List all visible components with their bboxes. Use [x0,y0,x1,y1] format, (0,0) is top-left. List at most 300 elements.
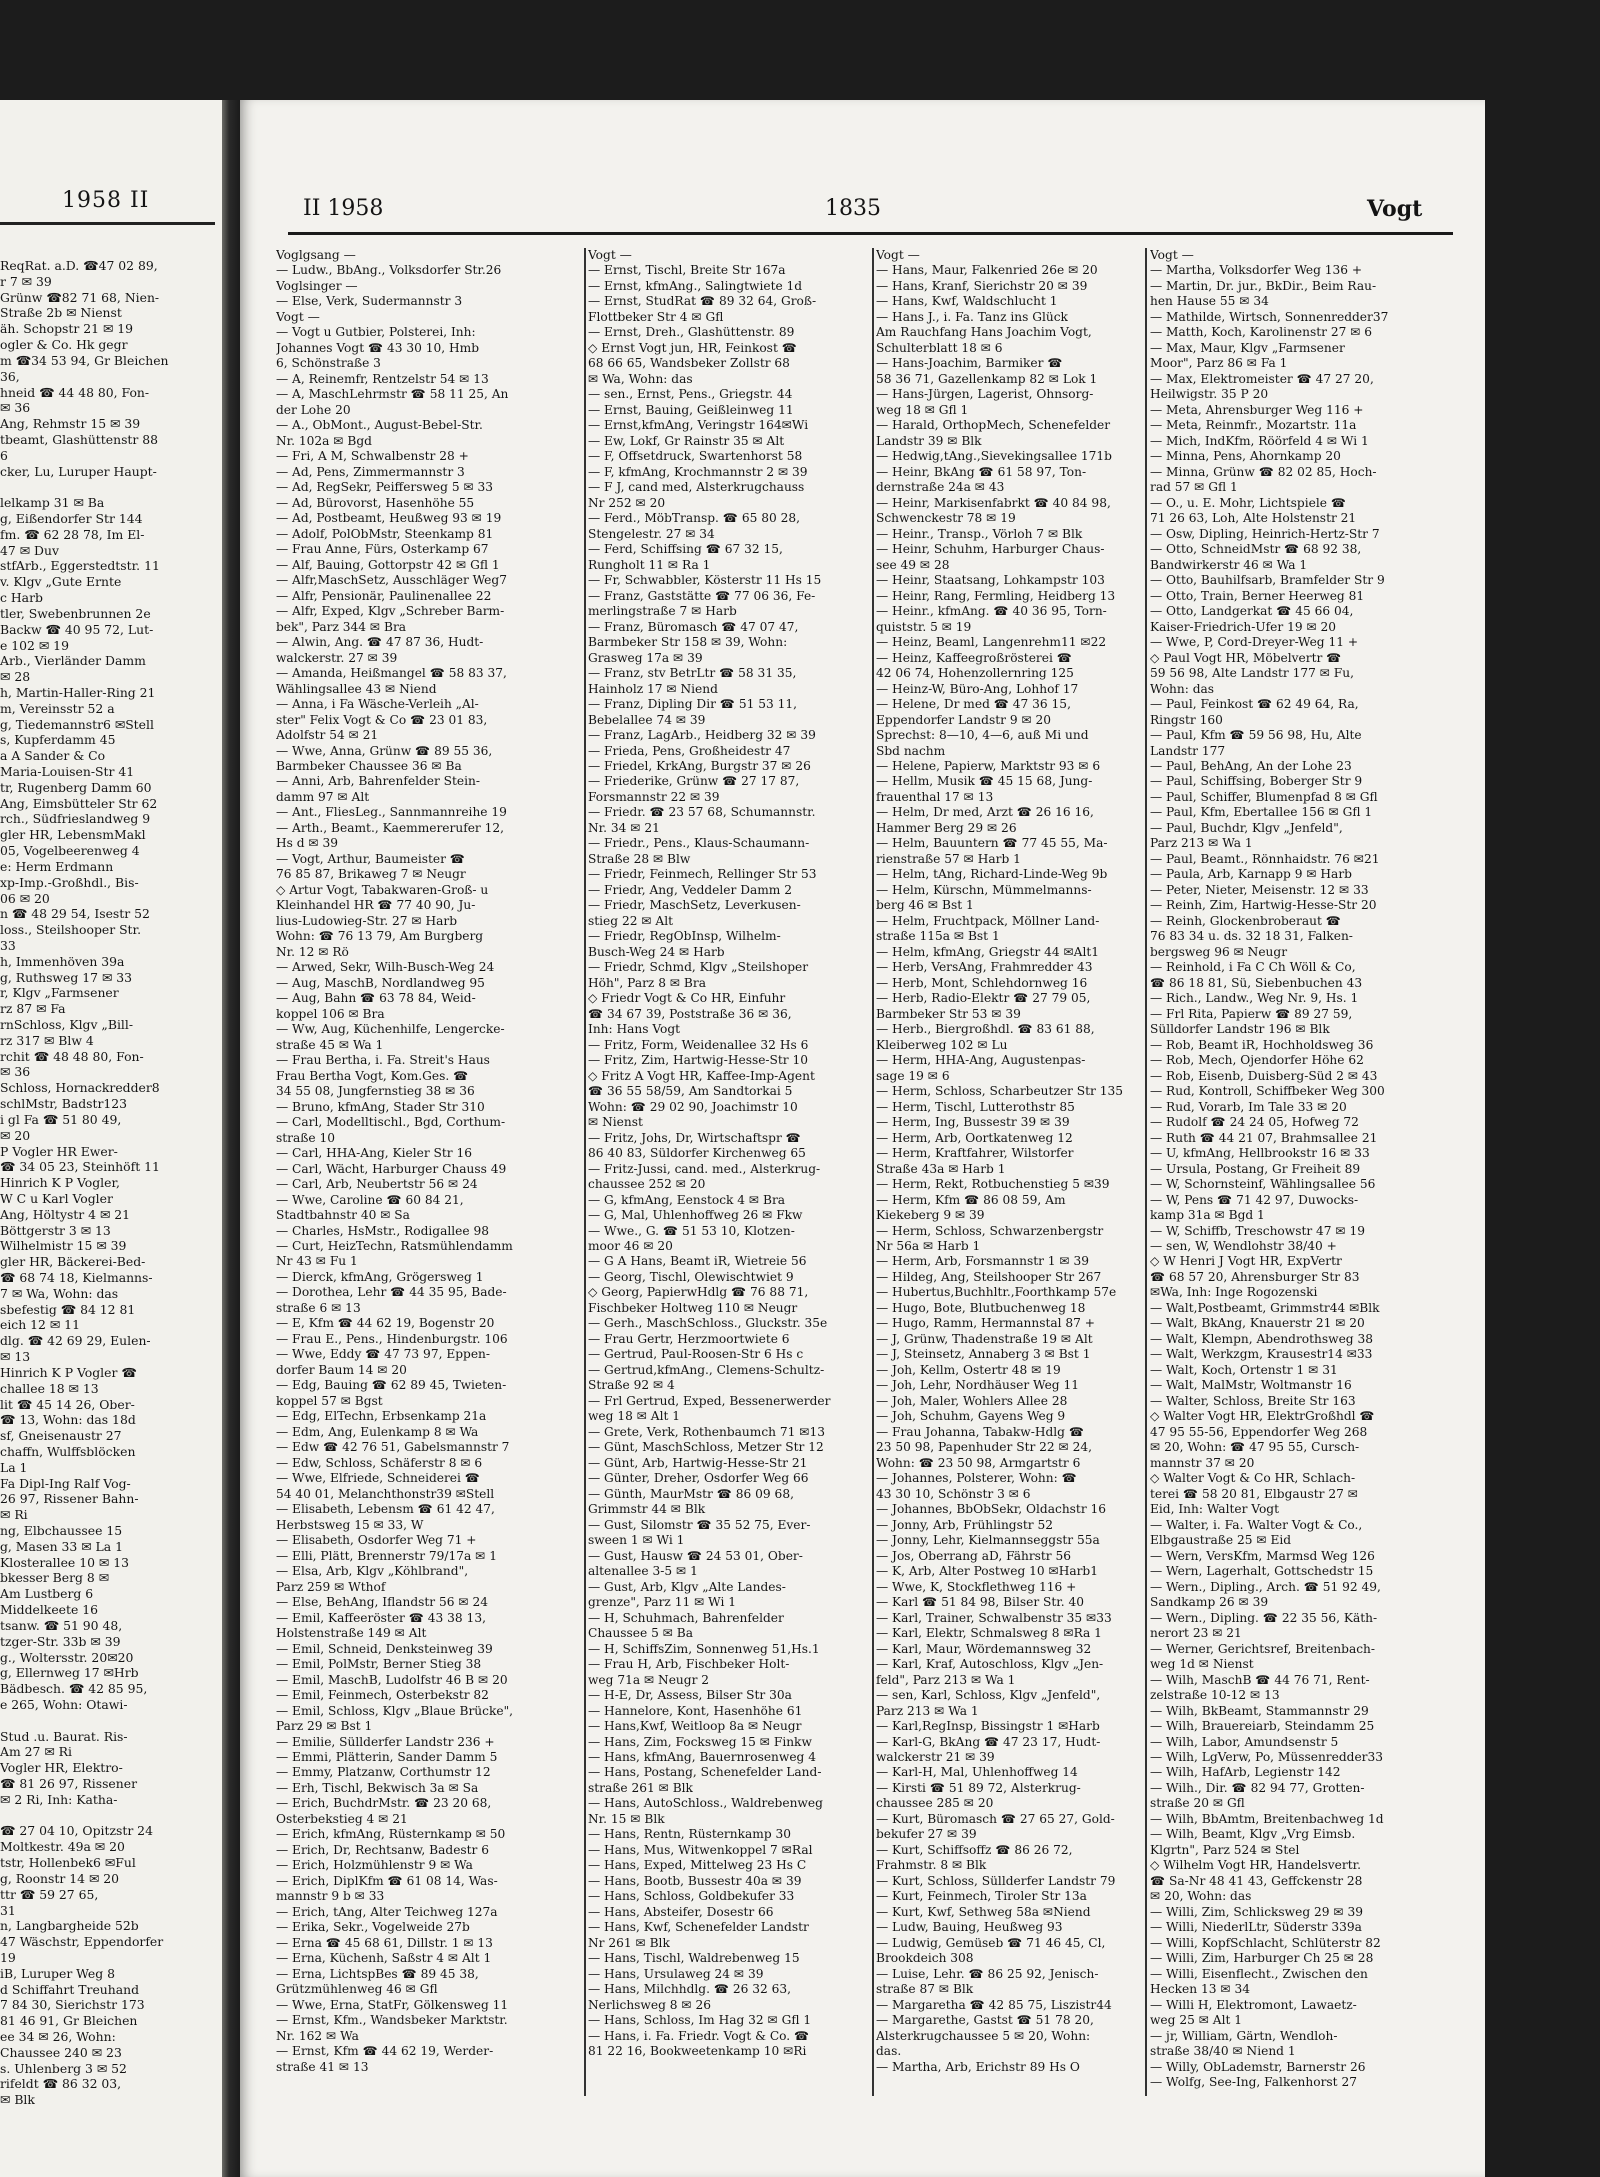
directory-entry-line: koppel 106 ✉ Bra [276,1006,385,1021]
directory-entry-line: mannstr 9 b ✉ 33 [276,1889,385,1904]
directory-entry-line: Grimmstr 44 ✉ Blk [588,1502,706,1517]
directory-entry-line: Straße 43a ✉ Harb 1 [876,1161,1006,1176]
left-page-line: r, Klgv „Farmsener [0,985,119,1001]
directory-entry-line: — Erich, BuchdrMstr. ☎ 23 20 68, [276,1796,492,1811]
directory-entry-line: — Wwe, Elfriede, Schneiderei ☎ [276,1471,480,1486]
directory-entry-line: — Franz, stv BetrLtr ☎ 58 31 35, [588,666,797,681]
directory-entry-line: — Rud, Vorarb, Im Tale 33 ✉ 20 [1150,1099,1347,1114]
left-page-line: Klosterallee 10 ✉ 13 [0,1554,129,1570]
left-page-line: tler, Swebenbrunnen 2e [0,605,151,621]
left-page-line: e: Herm Erdmann [0,858,114,874]
directory-entry-line: Sbd nachm [876,743,946,758]
directory-entry-line: 59 56 98, Alte Landstr 177 ✉ Fu, [1150,666,1354,681]
directory-entry-line: — Ant., FliesLeg., Sannmannreihe 19 [276,805,507,820]
directory-entry-line: — Hans, Maur, Falkenried 26e ✉ 20 [876,263,1098,278]
directory-entry-line: — Franz, Büromasch ☎ 47 07 47, [588,619,799,634]
directory-entry-line: straße 261 ✉ Blk [588,1780,693,1795]
directory-entry-line: 42 06 74, Hohenzollernring 125 [876,666,1074,681]
directory-entry-line: ✉ Wa, Wohn: das [588,371,693,386]
directory-entry-line: — Arth., Beamt., Kaemmererufer 12, [276,820,504,835]
directory-entry-line: Moor", Parz 86 ✉ Fa 1 [1150,356,1288,371]
directory-entry-line: — Erich, Dr, Rechtsanw, Badestr 6 [276,1842,490,1857]
directory-entry-line: Parz 213 ✉ Wa 1 [876,1703,979,1718]
left-page-line: e 265, Wohn: Otawi- [0,1696,128,1712]
left-page-line: W C u Karl Vogler [0,1190,113,1206]
left-page-line: dlg. ☎ 42 69 29, Eulen- [0,1333,151,1349]
directory-entry-line: — Helene, Papierw, Marktstr 93 ✉ 6 [876,758,1101,773]
left-page-line: Wilhelmistr 15 ✉ 39 [0,1238,127,1254]
directory-entry-line: Vogt — [276,309,320,324]
directory-entry-line: chaussee 285 ✉ 20 [876,1796,994,1811]
directory-entry-line: — J, Steinsetz, Annaberg 3 ✉ Bst 1 [876,1347,1091,1362]
directory-entry-line: Hs d ✉ 39 [276,836,339,851]
directory-entry-line: Kleinhandel HR ☎ 77 40 90, Ju- [276,898,476,913]
directory-entry-line: — Erna, LichtspBes ☎ 89 45 38, [276,1966,479,1981]
left-page-line: Ang, Höltystr 4 ✉ 21 [0,1206,131,1222]
directory-entry-line: — O., u. E. Mohr, Lichtspiele ☎ [1150,495,1346,510]
directory-entry-line: — Hans, Rentn, Rüsternkamp 30 [588,1827,791,1842]
left-page-line: gler HR, LebensmMakl [0,827,146,843]
left-page-line: 19 [0,1949,16,1965]
left-page-line: schlMstr, Badstr123 [0,1096,128,1112]
directory-entry-line: — Walter, i. Fa. Walter Vogt & Co., [1150,1517,1363,1532]
directory-entry-line: — Friedr, Schmd, Klgv „Steilshoper [588,960,809,975]
directory-entry-line: — Karl, Elektr, Schmalsweg 8 ✉Ra 1 [876,1626,1102,1641]
left-page-line: c Harb [0,590,43,606]
directory-entry-line: — Herb, Mont, Schlehdornweg 16 [876,975,1088,990]
directory-entry-line: — Günt, MaschSchloss, Metzer Str 12 [588,1440,824,1455]
directory-entry-line: — Herm, HHA-Ang, Augustenpas- [876,1053,1086,1068]
directory-entry-line: — Hannelore, Kont, Hasenhöhe 61 [588,1703,803,1718]
left-page-line: g, Ruthsweg 17 ✉ 33 [0,969,133,985]
directory-entry-line: — Frau E., Pens., Hindenburgstr. 106 [276,1331,508,1346]
column-divider [1145,248,1147,2096]
directory-entry-line: ◇ Paul Vogt HR, Möbelvertr ☎ [1150,650,1342,665]
directory-entry-line: Elbgaustraße 25 ✉ Eid [1150,1533,1292,1548]
directory-entry-line: Hainholz 17 ✉ Niend [588,681,718,696]
directory-entry-line: — Edg, Bauing ☎ 62 89 45, Twieten- [276,1378,507,1393]
left-page-line: Hinrich K P Vogler, [0,1175,120,1191]
directory-entry-line: — Carl, Arb, Neubertstr 56 ✉ 24 [276,1177,478,1192]
directory-entry-line: Barmbeker Str 53 ✉ 39 [876,1006,1021,1021]
directory-entry-line: — Karl-G, BkAng ☎ 47 23 17, Hudt- [876,1734,1101,1749]
directory-entry-line: — Aug, MaschB, Nordlandweg 95 [276,975,485,990]
directory-entry-line: — Friedr. ☎ 23 57 68, Schumannstr. [588,805,816,820]
left-page-line: lit ☎ 45 14 26, Ober- [0,1396,135,1412]
directory-entry-line: straße 6 ✉ 13 [276,1300,361,1315]
directory-entry-line: — Hans, Mus, Witwenkoppel 7 ✉Ral [588,1842,813,1857]
directory-entry-line: — Helm, tAng, Richard-Linde-Weg 9b [876,867,1108,882]
directory-entry-line: terei ☎ 58 20 81, Elbgaustr 27 ✉ [1150,1486,1358,1501]
directory-entry-line: grenze", Parz 11 ✉ Wi 1 [588,1595,737,1610]
left-page-line: 7 ✉ Wa, Wohn: das [0,1285,119,1301]
directory-entry-line: — Curt, HeizTechn, Ratsmühlendamm [276,1239,513,1253]
left-page-line: Bädbesch. ☎ 42 85 95, [0,1681,148,1697]
directory-entry-line: stieg 22 ✉ Alt [588,913,674,928]
directory-entry-line: — Elisabeth, Lebensm ☎ 61 42 47, [276,1502,495,1517]
left-page-line [0,479,215,495]
directory-entry-line: — Wilh, BkBeamt, Stammannstr 29 [1150,1703,1369,1718]
directory-entry-line: — A., ObMont., August-Bebel-Str. [276,418,483,433]
directory-entry-line: — Otto, Landgerkat ☎ 45 66 04, [1150,604,1354,619]
left-page-line: Ang, Rehmstr 15 ✉ 39 [0,416,141,432]
directory-entry-line: — Gerh., MaschSchloss., Gluckstr. 35e [588,1316,828,1331]
directory-entry-line: rienstraße 57 ✉ Harb 1 [876,851,1021,866]
directory-entry-line: — Herm, Kfm ☎ 86 08 59, Am [876,1192,1066,1207]
directory-entry-line: — Reinhold, i Fa C Ch Wöll & Co, [1150,960,1356,975]
left-page-line: Schloss, Hornackredder8 [0,1080,160,1096]
directory-entry-line: Heilwigstr. 35 P 20 [1150,387,1269,402]
left-page-line: tstr, Hollenbek6 ✉Ful [0,1855,136,1871]
directory-entry-line: — Frl Gertrud, Exped, Bessenerwerder [588,1393,831,1408]
directory-entry-line: — Helm, Dr med, Arzt ☎ 26 16 16, [876,805,1094,820]
directory-entry-line: straße 45 ✉ Wa 1 [276,1037,384,1052]
directory-entry-line: — Rob, Beamt iR, Hochholdsweg 36 [1150,1037,1374,1052]
directory-entry-line: — Ferd., MöbTransp. ☎ 65 80 28, [588,511,801,526]
directory-entry-line: — Ernst, Dreh., Glashüttenstr. 89 [588,325,795,340]
directory-entry-line: — Frau H, Arb, Fischbeker Holt- [588,1657,790,1672]
directory-entry-line: — Günt, Arb, Hartwig-Hesse-Str 21 [588,1455,808,1470]
directory-entry-line: — Franz, Gaststätte ☎ 77 06 36, Fe- [588,588,816,603]
directory-entry-line: — Hans, Schloss, Goldbekufer 33 [588,1889,795,1904]
directory-entry-line: — Rich., Landw., Weg Nr. 9, Hs. 1 [1150,991,1359,1006]
directory-entry-line: Wohn: ☎ 29 02 90, Joachimstr 10 [588,1099,798,1114]
directory-entry-line: 76 83 34 u. ds. 32 18 31, Falken- [1150,929,1353,944]
left-page-line: 33 [0,937,16,953]
directory-entry-line: — Paula, Arb, Karnapp 9 ✉ Harb [1150,867,1352,882]
directory-entry-line: ◇ Artur Vogt, Tabakwaren-Groß- u [276,882,489,897]
left-page-line: 81 46 91, Gr Bleichen [0,2013,138,2029]
directory-entry-line: — sen, W, Wendlohstr 38/40 + [1150,1239,1337,1253]
directory-entry-line: — Heinz, Beaml, Langenrehm11 ✉22 [876,635,1107,650]
directory-entry-line: 47 95 55-56, Eppendorfer Weg 268 [1150,1424,1368,1439]
left-page-line: h, Martin-Haller-Ring 21 [0,684,156,700]
directory-entry-line: Fischbeker Holtweg 110 ✉ Neugr [588,1300,798,1315]
directory-entry-line: rad 57 ✉ Gfl 1 [1150,480,1238,495]
directory-entry-line: — Dierck, kfmAng, Grögersweg 1 [276,1269,484,1284]
directory-entry-line: — Max, Elektromeister ☎ 47 27 20, [1150,371,1374,386]
left-page-line: Moltkestr. 49a ✉ 20 [0,1839,125,1855]
directory-entry-line: — Herb, VersAng, Frahmredder 43 [876,960,1093,975]
directory-entry-line: — Walt, MalMstr, Woltmanstr 16 [1150,1378,1352,1393]
directory-entry-line: — Ew, Lokf, Gr Rainstr 35 ✉ Alt [588,433,785,448]
directory-entry-line: kamp 31a ✉ Bgd 1 [1150,1208,1265,1223]
directory-entry-line: — Emil, Kaffeeröster ☎ 43 38 13, [276,1610,486,1625]
directory-entry-line: moor 46 ✉ 20 [588,1239,673,1253]
directory-entry-line: — Rudolf ☎ 24 24 05, Hofweg 72 [1150,1115,1359,1130]
left-page-line: g, Roonstr 14 ✉ 20 [0,1870,120,1886]
directory-entry-line: — H, SchiffsZim, Sonnenweg 51,Hs.1 [588,1641,820,1656]
directory-entry-line: — Paul, Kfm, Ebertallee 156 ✉ Gfl 1 [1150,805,1373,820]
directory-entry-line: — Joh, Schuhm, Gayens Weg 9 [876,1409,1066,1424]
directory-entry-line: — Edw, Schloss, Schäferstr 8 ✉ 6 [276,1455,483,1470]
directory-entry-line: — W, Schornsteinf, Wählingsallee 56 [1150,1177,1376,1192]
directory-entry-line: Bebelallee 74 ✉ 39 [588,712,706,727]
directory-entry-line: — Friedr, MaschSetz, Leverkusen- [588,898,801,913]
directory-entry-line: — F J, cand med, Alsterkrugchauss [588,480,805,495]
directory-entry-line: Kiekeberg 9 ✉ 39 [876,1208,985,1223]
directory-entry-line: — Heinr., Transp., Vörloh 7 ✉ Blk [876,526,1083,541]
directory-entry-line: — Frau Bertha, i. Fa. Streit's Haus [276,1053,490,1068]
directory-entry-line: Landstr 177 [1150,743,1226,758]
directory-entry-line: — sen., Ernst, Pens., Griegstr. 44 [588,387,793,402]
directory-entry-line: — Rob, Mech, Ojendorfer Höhe 62 [1150,1053,1364,1068]
left-page-line: 47 ✉ Duv [0,542,59,558]
directory-entry-line: — Franz, Dipling Dir ☎ 51 53 11, [588,697,797,712]
directory-column-2 [588,248,880,2108]
directory-entry-line: Ringstr 160 [1150,712,1223,727]
directory-entry-line: — Else, Verk, Sudermannstr 3 [276,294,463,309]
left-page-line: g, Masen 33 ✉ La 1 [0,1538,123,1554]
directory-entry-line: — Wwe, Anna, Grünw ☎ 89 55 36, [276,743,493,758]
left-page-line: e 102 ✉ 19 [0,637,69,653]
directory-entry-line: — Werner, Gerichtsref, Breitenbach- [1150,1641,1376,1656]
directory-entry-line: ◇ Walter Vogt HR, ElektrGroßhdl ☎ [1150,1409,1375,1424]
directory-entry-line: Nr. 34 ✉ 21 [588,820,660,835]
directory-entry-line: — Wilh, LgVerw, Po, Müssenredder33 [1150,1749,1383,1764]
directory-entry-line: straße 87 ✉ Blk [876,1982,974,1997]
directory-entry-line: ✉ 20, Wohn: ☎ 47 95 55, Cursch- [1150,1440,1360,1455]
directory-entry-line: — A, Reinemfr, Rentzelstr 54 ✉ 13 [276,371,489,386]
directory-entry-line: 43 30 10, Schönstr 3 ✉ 6 [876,1486,1031,1501]
directory-entry-line: — Erich, kfmAng, Rüsternkamp ✉ 50 [276,1827,506,1842]
directory-entry-line: — Erna, Küchenh, Saßstr 4 ✉ Alt 1 [276,1951,492,1966]
directory-entry-line: — Minna, Pens, Ahornkamp 20 [1150,449,1341,464]
directory-entry-line: — Georg, Tischl, Olewischtwiet 9 [588,1269,794,1284]
directory-entry-line: — Hans, Postang, Schenefelder Land- [588,1765,822,1780]
left-page-line: P Vogler HR Ewer- [0,1143,118,1159]
left-page-line: i gl Fa ☎ 51 80 49, [0,1111,122,1127]
left-page-line: rchit ☎ 48 48 80, Fon- [0,1048,144,1064]
directory-entry-line: — Fritz-Jussi, cand. med., Alsterkrug- [588,1161,821,1176]
left-page-line: chaffn, Wulffsblöcken [0,1443,136,1459]
page-number: 1835 [825,196,881,221]
directory-entry-line: quiststr. 5 ✉ 19 [876,619,972,634]
directory-entry-line: — G, kfmAng, Eenstock 4 ✉ Bra [588,1192,786,1207]
directory-entry-line: — Heinr, BkAng ☎ 61 58 97, Ton- [876,464,1087,479]
directory-entry-line: — Herb, Radio-Elektr ☎ 27 79 05, [876,991,1091,1006]
left-page-line: Maria-Louisen-Str 41 [0,764,135,779]
directory-entry-line: — Karl-H, Mal, Uhlenhoffweg 14 [876,1765,1078,1780]
directory-entry-line: koppel 57 ✉ Bgst [276,1393,383,1408]
directory-entry-line: — Herm, Ing, Bussestr 39 ✉ 39 [876,1115,1070,1130]
directory-entry-line: — Joh, Lehr, Nordhäuser Weg 11 [876,1378,1079,1393]
directory-entry-line: — Jonny, Arb, Frühlingstr 52 [876,1517,1053,1532]
left-page-line: rnSchloss, Klgv „Bill- [0,1017,134,1032]
directory-entry-line: Nerlichsweg 8 ✉ 26 [588,1997,711,2012]
left-page-line: tr, Rugenberg Damm 60 [0,779,152,795]
left-page-line: fm. ☎ 62 28 78, Im El- [0,526,145,542]
directory-entry-line: — Wilh., Dir. ☎ 82 94 77, Grotten- [1150,1780,1365,1795]
left-page-line: Am Lustberg 6 [0,1586,94,1602]
directory-entry-line: Sülldorfer Landstr 196 ✉ Blk [1150,1022,1330,1037]
directory-entry-line: 58 36 71, Gazellenkamp 82 ✉ Lok 1 [876,371,1098,386]
directory-entry-line: Rungholt 11 ✉ Ra 1 [588,557,711,572]
directory-entry-line: straße 115a ✉ Bst 1 [876,929,1000,944]
directory-entry-line: — Else, BehAng, Iflandstr 56 ✉ 24 [276,1595,488,1610]
directory-entry-line: Nr. 102a ✉ Bgd [276,433,372,448]
directory-entry-line: — Hellm, Musik ☎ 45 15 68, Jung- [876,774,1093,789]
left-page-line: iB, Luruper Weg 8 [0,1965,115,1981]
directory-entry-line: weg 18 ✉ Gfl 1 [876,402,969,417]
directory-entry-line: — Ad, Bürovorst, Hasenhöhe 55 [276,495,475,510]
left-page-line: n, Langbargheide 52b [0,1918,139,1934]
directory-entry-line: — Karl ☎ 51 84 98, Bilser Str. 40 [876,1595,1085,1610]
directory-entry-line: — Erh, Tischl, Bekwisch 3a ✉ Sa [276,1780,479,1795]
directory-entry-line: ◇ W Henri J Vogt HR, ExpVertr [1150,1254,1342,1269]
directory-entry-line: — Willi, Eisenflecht., Zwischen den [1150,1966,1368,1981]
directory-entry-line: — Osw, Dipling, Heinrich-Hertz-Str 7 [1150,526,1380,541]
directory-entry-line: Nr. 15 ✉ Blk [588,1811,665,1826]
directory-entry-line: Forsmannstr 22 ✉ 39 [588,789,720,804]
directory-entry-line: ✉Wa, Inh: Inge Rogozenski [1150,1285,1318,1300]
left-page-line: 6 [0,447,8,463]
directory-entry-line: ◇ Wilhelm Vogt HR, Handelsvertr. [1150,1858,1361,1873]
directory-entry-line: — G, Mal, Uhlenhoffweg 26 ✉ Fkw [588,1208,803,1223]
directory-entry-line: Nr. 162 ✉ Wa [276,2028,359,2043]
left-page-line [0,1713,215,1729]
directory-entry-line: ◇ Ernst Vogt jun, HR, Feinkost ☎ [588,340,797,355]
directory-entry-line: Herbstsweg 15 ✉ 33, W [276,1517,424,1532]
directory-entry-line: — Wwe, Erna, StatFr, Gölkensweg 11 [276,1997,509,2012]
directory-entry-line: — Reinh, Zim, Hartwig-Hesse-Str 20 [1150,898,1377,913]
directory-entry-line: — Wern, Lagerhalt, Gottschedstr 15 [1150,1564,1374,1579]
directory-entry-line: hen Hause 55 ✉ 34 [1150,294,1269,309]
left-page-line: Middelkeete 16 [0,1602,98,1618]
directory-entry-line: Wählingsallee 43 ✉ Niend [276,681,437,696]
directory-entry-line: — Gust, Silomstr ☎ 35 52 75, Ever- [588,1517,811,1532]
directory-entry-line: — Paul, Buchdr, Klgv „Jenfeld", [1150,820,1343,835]
directory-entry-line: — Günth, MaurMstr ☎ 86 09 68, [588,1486,794,1501]
directory-entry-line: — Hans, Kwf, Waldschlucht 1 [876,294,1058,309]
directory-entry-line: — Frau Gertr, Herzmoortwiete 6 [588,1331,790,1346]
left-page-line: ☎ 13, Wohn: das 18d [0,1412,136,1428]
left-page-line: ✉ 28 [0,669,31,685]
directory-entry-line: — Ernst, Kfm., Wandsbeker Marktstr. [276,2013,508,2028]
directory-entry-line: — Hans, Ursulaweg 24 ✉ 39 [588,1966,764,1981]
left-page-line: 47 Wäschstr, Eppendorfer [0,1934,164,1950]
directory-entry-line: — Hans-Joachim, Barmiker ☎ [876,356,1063,371]
directory-entry-line: Osterbekstieg 4 ✉ 21 [276,1811,408,1826]
left-page-line: m ☎34 53 94, Gr Bleichen [0,352,169,368]
directory-entry-line: — Emilie, Süllderfer Landstr 236 + [276,1734,495,1749]
directory-entry-line: Voglsinger — [276,278,358,293]
left-page-line: ✉ Ri [0,1507,28,1523]
directory-entry-line: — Hans,Kwf, Weitloop 8a ✉ Neugr [588,1719,802,1734]
directory-entry-line: — Paul, Kfm ☎ 59 56 98, Hu, Alte [1150,728,1362,743]
directory-entry-line: — Friedr, Ang, Veddeler Damm 2 [588,882,792,897]
directory-entry-line: — E, Kfm ☎ 44 62 19, Bogenstr 20 [276,1316,495,1331]
directory-entry-line: — Gertrud, Paul-Roosen-Str 6 Hs c [588,1347,804,1362]
directory-entry-line: Holstenstraße 149 ✉ Alt [276,1626,427,1641]
directory-entry-line: — Ernst, StudRat ☎ 89 32 64, Groß- [588,294,817,309]
directory-entry-line: Brookdeich 308 [876,1951,974,1966]
directory-entry-line: Landstr 39 ✉ Blk [876,433,982,448]
directory-entry-line: feld", Parz 213 ✉ Wa 1 [876,1672,1016,1687]
directory-entry-line: straße 20 ✉ Gfl [1150,1796,1245,1811]
directory-entry-line: — Anna, i Fa Wäsche-Verleih „Al- [276,697,479,712]
directory-entry-line: — Otto, Bauhilfsarb, Bramfelder Str 9 [1150,573,1385,588]
left-page-line: g, Eißendorfer Str 144 [0,511,143,526]
directory-entry-line: — Fritz, Form, Weidenallee 32 Hs 6 [588,1037,809,1052]
directory-entry-line: — Hans, Absteifer, Dosestr 66 [588,1904,774,1919]
directory-entry-line: Flottbeker Str 4 ✉ Gfl [588,309,724,324]
directory-entry-line: — Erna ☎ 45 68 61, Dillstr. 1 ✉ 13 [276,1935,493,1950]
directory-entry-line: straße 10 [276,1130,335,1145]
left-page-line: ttr ☎ 59 27 65, [0,1886,99,1902]
directory-entry-line: — Ernst, Kfm ☎ 44 62 19, Werder- [276,2044,494,2059]
directory-entry-line: — Karl,RegInsp, Bissingstr 1 ✉Harb [876,1719,1100,1734]
directory-entry-line: — Herm, Schloss, Schwarzenbergstr [876,1223,1104,1238]
left-page-line: s. Uhlenberg 3 ✉ 52 [0,2060,127,2076]
directory-entry-line: 23 50 98, Papenhuder Str 22 ✉ 24, [876,1440,1093,1455]
directory-entry-line: Frau Bertha Vogt, Kom.Ges. ☎ [276,1068,469,1083]
left-page-line: 7 84 30, Sierichstr 173 [0,1997,145,2013]
directory-entry-line: — Hans, Bootb, Bussestr 40a ✉ 39 [588,1873,802,1888]
left-page-line: Fa Dipl-Ing Ralf Vog- [0,1475,131,1491]
directory-entry-line: mannstr 37 ✉ 20 [1150,1455,1255,1470]
directory-entry-line: Parz 29 ✉ Bst 1 [276,1719,373,1734]
directory-entry-line: Hammer Berg 29 ✉ 26 [876,820,1017,835]
left-page-line: ☎ 81 26 97, Rissener [0,1776,138,1791]
directory-entry-line: dernstraße 24a ✉ 43 [876,480,1005,495]
directory-entry-line: — F, Offsetdruck, Swartenhorst 58 [588,449,803,464]
directory-entry-line: dorfer Baum 14 ✉ 20 [276,1362,407,1377]
left-page [0,100,222,2177]
left-page-line: g., Woltersstr. 20✉20 [0,1649,134,1665]
left-page-line: d Schiffahrt Treuhand [0,1981,140,1997]
directory-entry-line: — Karl, Kraf, Autoschloss, Klgv „Jen- [876,1657,1104,1672]
directory-entry-line: 86 40 83, Süldorfer Kirchenweg 65 [588,1146,806,1161]
directory-entry-line: — Erich, DiplKfm ☎ 61 08 14, Was- [276,1873,498,1888]
directory-entry-line: — Hugo, Bote, Blutbuchenweg 18 [876,1300,1086,1315]
left-page-line: ✉ 2 Ri, Inh: Katha- [0,1791,118,1807]
directory-entry-line: — Emil, Feinmech, Osterbekstr 82 [276,1688,489,1703]
left-page-line: rz 87 ✉ Fa [0,1001,66,1017]
directory-entry-line: — Walt, BkAng, Knauerstr 21 ✉ 20 [1150,1316,1365,1331]
directory-entry-line: ◇ Fritz A Vogt HR, Kaffee-Imp-Agent [588,1068,815,1083]
directory-entry-line: — Johannes, BbObSekr, Oldachstr 16 [876,1502,1107,1517]
directory-entry-line: bergsweg 96 ✉ Neugr [1150,944,1288,959]
directory-entry-line: — Fri, A M, Schwalbenstr 28 + [276,449,469,464]
left-page-line: La 1 [0,1459,28,1475]
directory-entry-line: — Heinr, Rang, Fermling, Heidberg 13 [876,588,1116,603]
directory-entry-line: — Ernst, kfmAng., Salingtwiete 1d [588,278,803,293]
left-page-line: bkesser Berg 8 ✉ [0,1570,110,1586]
directory-entry-line: — Herm, Schloss, Scharbeutzer Str 135 [876,1084,1123,1099]
directory-entry-line: — Karl, Maur, Wördemannsweg 32 [876,1641,1092,1656]
directory-entry-line: — Franz, LagArb., Heidberg 32 ✉ 39 [588,728,816,743]
directory-entry-line: Sprechst: 8—10, 4—6, auß Mi und [876,728,1089,743]
directory-entry-line: ◇ Georg, PapierwHdlg ☎ 76 88 71, [588,1285,809,1300]
left-page-line: lelkamp 31 ✉ Ba [0,495,105,511]
directory-entry-line: — Hans, Zim, Focksweg 15 ✉ Finkw [588,1734,812,1749]
left-page-line: hneid ☎ 44 48 80, Fon- [0,384,150,400]
directory-entry-line: — Reinh, Glockenbroberaut ☎ [1150,913,1341,928]
directory-entry-line: zelstraße 10-12 ✉ 13 [1150,1688,1280,1703]
directory-entry-line: — Emil, MaschB, Ludolfstr 46 B ✉ 20 [276,1672,508,1687]
directory-entry-line: — Emil, PolMstr, Berner Stieg 38 [276,1657,482,1672]
directory-entry-line: — Helm, kfmAng, Griegstr 44 ✉Alt1 [876,944,1100,959]
directory-entry-line: — Willi, Zim, Schlicksweg 29 ✉ 39 [1150,1904,1363,1919]
directory-entry-line: sween 1 ✉ Wi 1 [588,1533,685,1548]
directory-entry-line: — Meta, Reinmfr., Mozartstr. 11a [1150,418,1357,433]
directory-entry-line: — Herm, Arb, Forsmannstr 1 ✉ 39 [876,1254,1090,1269]
directory-entry-line: — Hans, Tischl, Waldrebenweg 15 [588,1951,800,1966]
directory-entry-line: — Willi H, Elektromont, Lawaetz- [1150,1997,1357,2012]
directory-column-1 [276,248,594,2108]
directory-entry-line: — Carl, Modelltischl., Bgd, Corthum- [276,1115,506,1130]
